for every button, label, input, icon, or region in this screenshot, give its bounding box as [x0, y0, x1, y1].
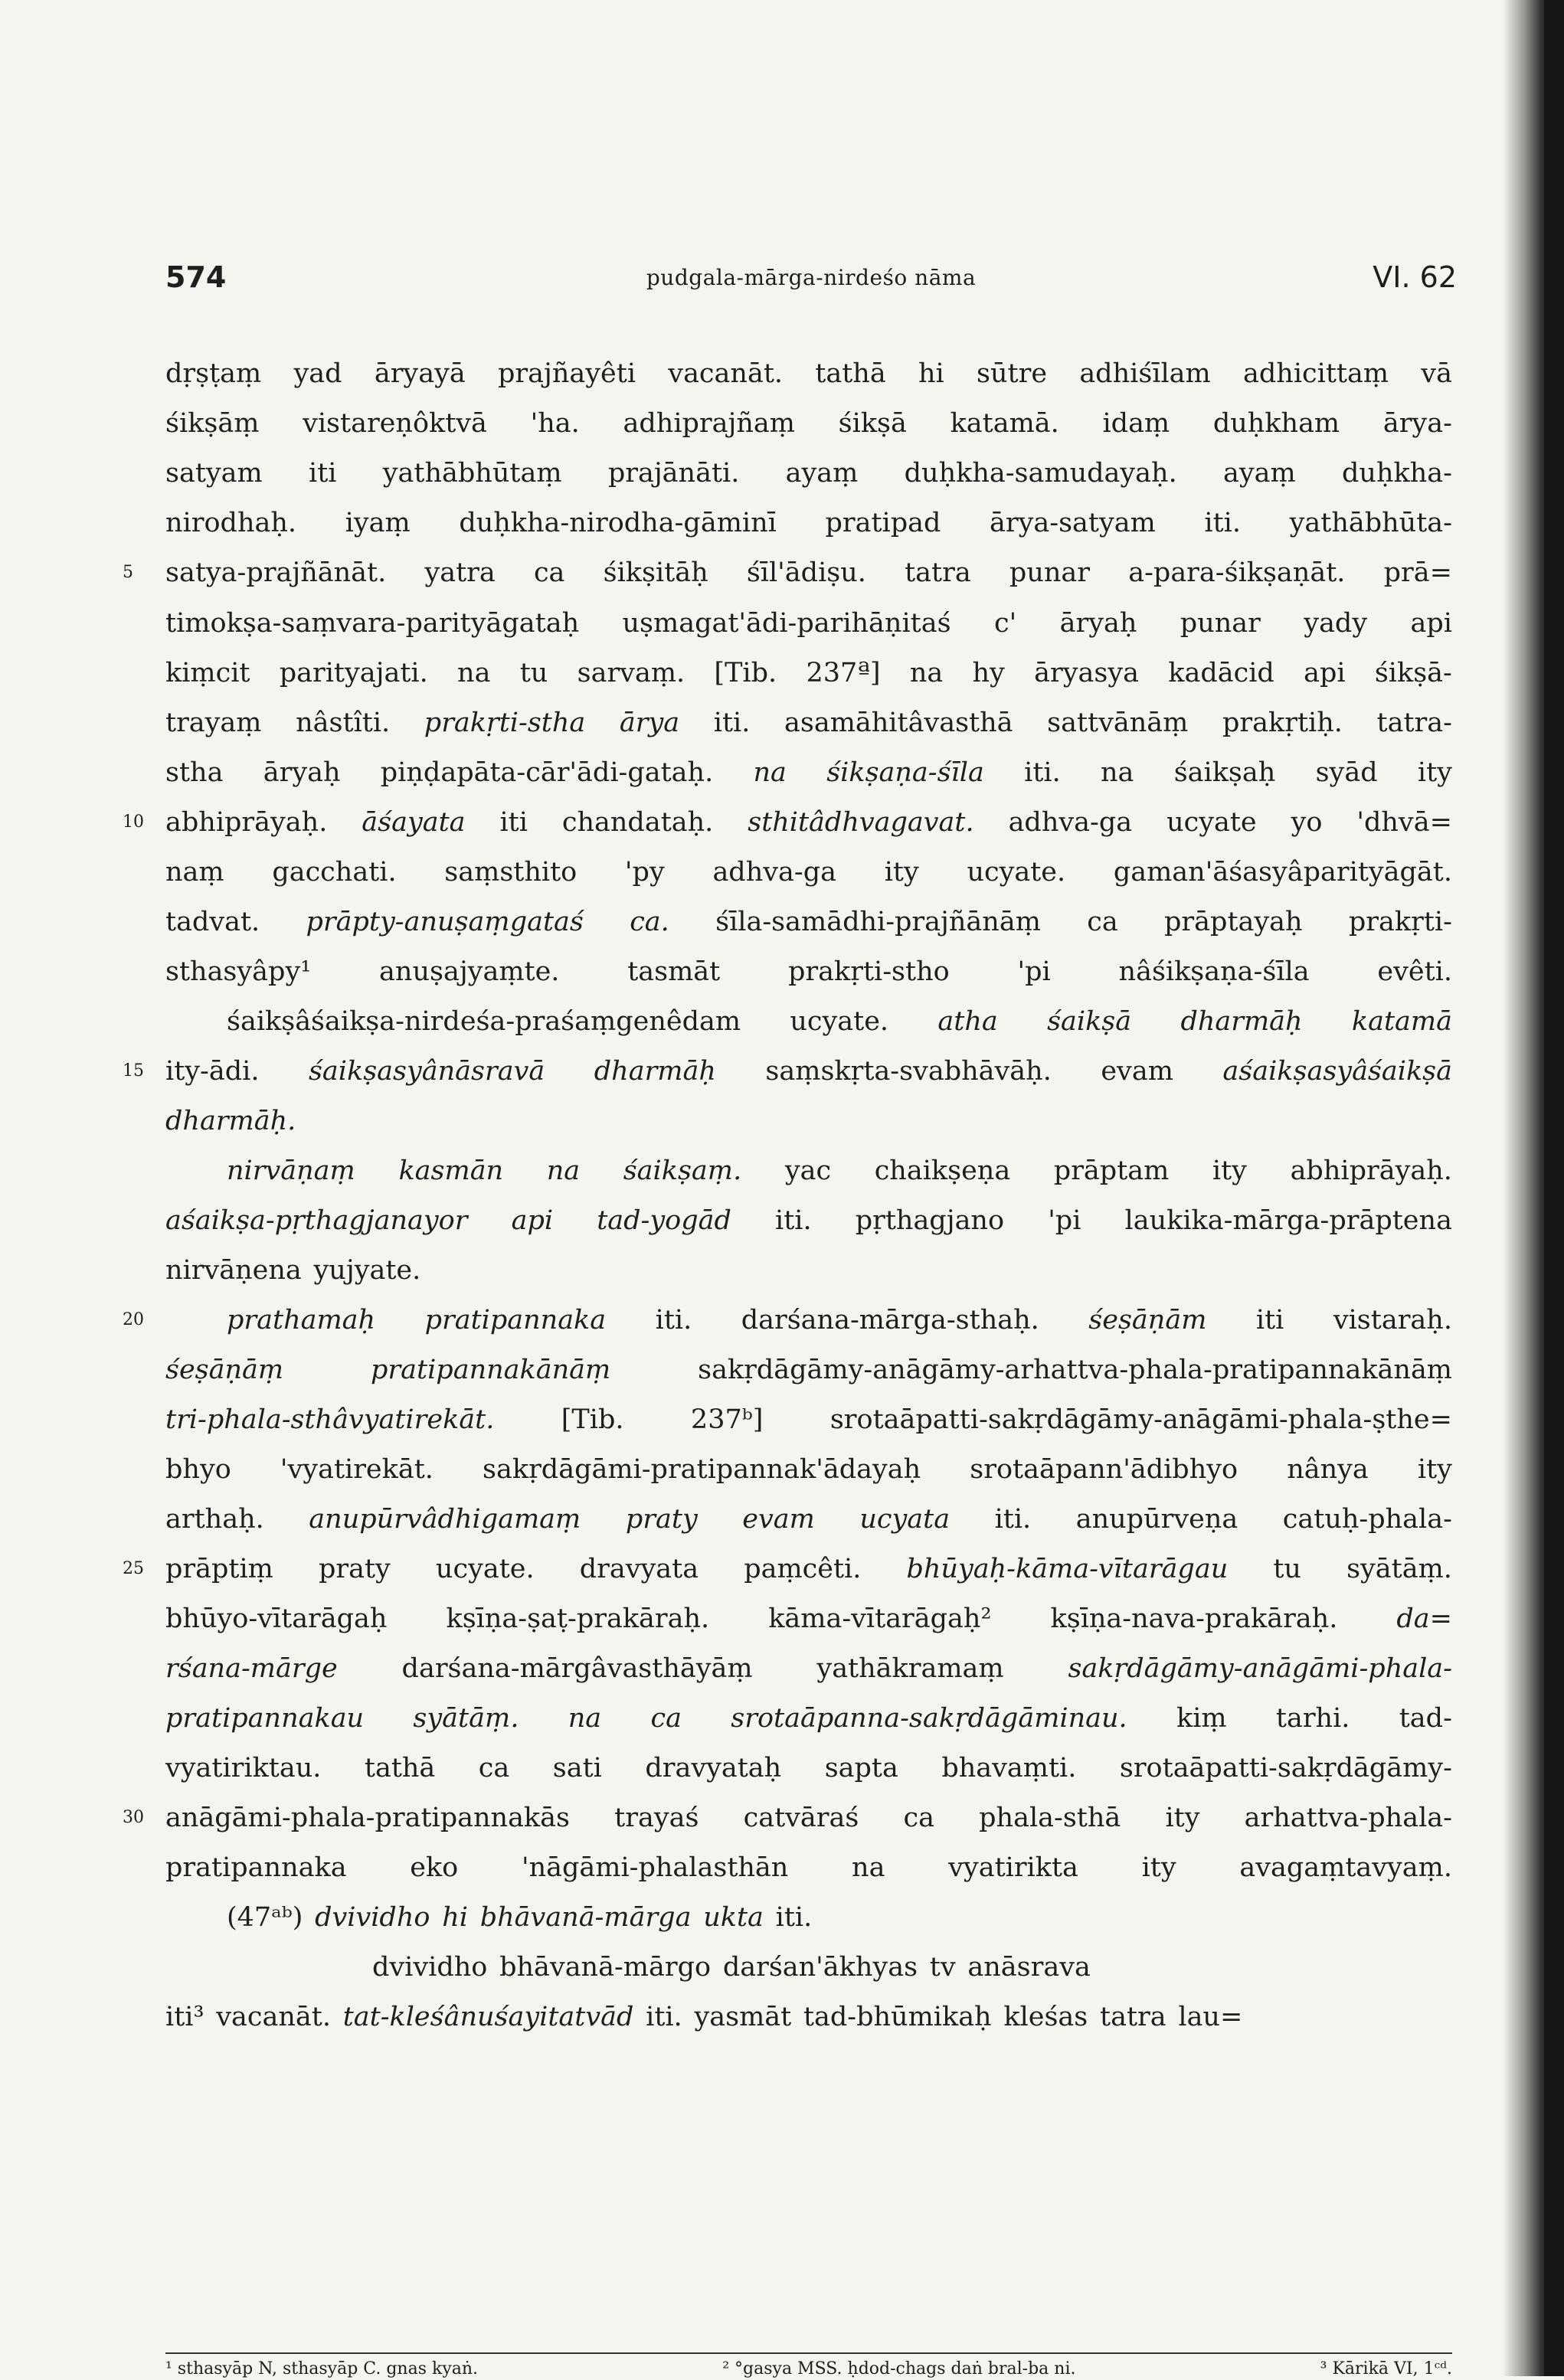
word: śaikṣasyânāsravā	[308, 1056, 545, 1087]
word: 237ª]	[806, 658, 881, 688]
word: kṣīṇa-nava-prakāraḥ.	[1050, 1604, 1338, 1634]
word: kleśas	[1003, 2002, 1088, 2032]
word: srotaāpanna-sakṛdāgāminau.	[731, 1703, 1127, 1734]
word: prāptam	[1053, 1156, 1170, 1186]
word: 'pi	[1017, 956, 1051, 987]
word: kiṃcit	[165, 658, 250, 688]
word: śeṣāṇām	[1088, 1305, 1207, 1335]
word: adhiśīlam	[1079, 358, 1211, 389]
word: trayaṃ	[165, 708, 262, 738]
text-line	[165, 399, 1452, 448]
word: yathābhūta-	[1289, 508, 1452, 538]
word: chandataḥ.	[561, 807, 714, 838]
word: yo	[1291, 807, 1323, 838]
word: adhicittaṃ	[1243, 358, 1389, 389]
word: na	[568, 1703, 602, 1734]
word: nirvāṇaṃ	[227, 1156, 355, 1186]
word: vacanāt.	[668, 358, 784, 389]
text-line	[165, 1047, 1452, 1096]
word: parityajati.	[279, 658, 428, 688]
word: śaikṣâśaikṣa-nirdeśa-praśaṃgenêdam	[227, 1006, 741, 1037]
word: duḥkha-nirodha-gāminī	[459, 508, 777, 538]
word: śaikṣaṃ.	[623, 1156, 742, 1186]
line-number: 10	[123, 812, 144, 832]
word: tad-bhūmikaḥ	[803, 2002, 992, 2032]
word: piṇḍapāta-cār'ādi-gataḥ.	[380, 757, 714, 788]
word: dṛṣṭaṃ	[165, 358, 262, 389]
word: iyaṃ	[345, 508, 411, 538]
word: ity	[1212, 1156, 1247, 1186]
word: na	[1101, 757, 1134, 788]
word: duḥkha-samudayaḥ.	[904, 458, 1177, 489]
word: vistaraḥ.	[1333, 1305, 1452, 1335]
word: tu	[519, 658, 548, 688]
word: darśan'ākhyas	[722, 1952, 918, 1983]
text-line	[227, 1893, 1452, 1942]
word: prāptayaḥ	[1164, 907, 1303, 937]
word: ity	[1417, 757, 1452, 788]
word: c'	[993, 608, 1017, 639]
word: iti.	[655, 1305, 692, 1335]
word: ity	[884, 857, 919, 888]
word: āryaḥ	[1059, 608, 1137, 639]
word: catuḥ-phala-	[1282, 1504, 1452, 1535]
page-header	[165, 260, 1457, 306]
footnote-3: ³ Kārikā VI, 1ᶜᵈ.	[1320, 2359, 1452, 2378]
word: nâśikṣaṇa-śīla	[1118, 956, 1310, 987]
word: chaikṣeṇa	[874, 1156, 1011, 1186]
word: evam	[742, 1504, 815, 1535]
word: kasmān	[398, 1156, 504, 1186]
word: prakṛti-stha	[424, 708, 586, 738]
word: āryasya	[1034, 658, 1139, 688]
word: ucyate.	[790, 1006, 889, 1037]
word: 'ha.	[530, 408, 580, 439]
word: pṛthagjano	[855, 1205, 1005, 1236]
footnote-1: ¹ sthasyāp N, sthasyāp C. gnas kyaṅ.	[165, 2359, 479, 2378]
word: anupūrvâdhigamaṃ	[309, 1504, 581, 1535]
line-number: 30	[123, 1808, 144, 1827]
word: dharmāḥ	[1180, 1006, 1303, 1037]
word: iti	[1255, 1305, 1284, 1335]
word: ucyate.	[435, 1554, 535, 1584]
word: arhattva-phala-	[1244, 1803, 1452, 1833]
word: tathā	[815, 358, 886, 389]
word: yatra	[424, 557, 496, 588]
word: kiṃ	[1176, 1703, 1227, 1734]
word: [Tib.	[561, 1404, 624, 1435]
word: tadvat.	[165, 907, 260, 937]
word: dharmāḥ	[594, 1056, 716, 1087]
word: śikṣā-	[1374, 658, 1452, 688]
word: iti.	[1204, 508, 1241, 538]
text-line	[227, 1296, 1452, 1345]
word: prakṛti-	[1348, 907, 1452, 937]
word: ca	[478, 1753, 510, 1783]
word: atha	[937, 1006, 998, 1037]
word: nirodhaḥ.	[165, 508, 297, 538]
scan-edge-dark	[1544, 0, 1564, 2376]
word: ucyata	[859, 1504, 951, 1535]
word: sattvānāṃ	[1047, 708, 1189, 738]
text-line	[165, 1345, 1452, 1394]
word: ārya	[619, 708, 680, 738]
word: asamāhitâvasthā	[784, 708, 1013, 738]
text-line	[165, 897, 1452, 946]
word: prakṛtiḥ.	[1222, 708, 1343, 738]
word: ca	[903, 1803, 934, 1833]
word: iti.	[713, 708, 751, 738]
word: sati	[552, 1753, 602, 1783]
word: saṃsthito	[444, 857, 578, 888]
word: iti.	[994, 1504, 1032, 1535]
text-line	[165, 1744, 1452, 1793]
word: lau=	[1178, 2002, 1243, 2032]
word: yujyate.	[313, 1255, 421, 1286]
text-line	[165, 698, 1452, 747]
word: timokṣa-saṃvara-parityāgataḥ	[165, 608, 580, 639]
text-line	[165, 947, 1452, 996]
word: sūtre	[977, 358, 1048, 389]
word: vacanāt.	[216, 2002, 331, 2032]
text-line	[165, 1196, 1452, 1245]
text-line	[165, 1694, 1452, 1743]
word: ca	[650, 1703, 682, 1734]
word: vyatiriktau.	[165, 1753, 322, 1783]
word: avagaṃtavyaṃ.	[1239, 1852, 1452, 1883]
text-line	[165, 1097, 1452, 1146]
word: dharmāḥ.	[165, 1106, 296, 1136]
word: evêti.	[1377, 956, 1452, 987]
word: anāgāmi-phala-pratipannakās	[165, 1803, 570, 1833]
word: yathākramaṃ	[816, 1653, 1004, 1684]
word: ca.	[630, 907, 669, 937]
word: yady	[1304, 608, 1368, 639]
word: da=	[1396, 1604, 1452, 1634]
word: yac	[784, 1156, 832, 1186]
word: tad-yogād	[597, 1205, 731, 1236]
word: punar	[1009, 557, 1091, 588]
word: prāpty-anuṣaṃgataś	[306, 907, 584, 937]
word: sapta	[824, 1753, 898, 1783]
word: a-para-śikṣaṇāt.	[1128, 557, 1346, 588]
word: ārya-satyam	[990, 508, 1156, 538]
word: āryayā	[374, 358, 466, 389]
text-line	[165, 349, 1452, 398]
word: ity	[1165, 1803, 1200, 1833]
word: syātāṃ.	[1346, 1554, 1452, 1584]
word: anāsrava	[967, 1952, 1091, 1983]
word: prathamaḥ	[227, 1305, 376, 1335]
text-line	[165, 1644, 1452, 1693]
word: api	[1304, 658, 1346, 688]
word: śikṣitāḥ	[603, 557, 708, 588]
word: dravyata	[579, 1554, 699, 1584]
text-line	[165, 599, 1452, 648]
word: 'pi	[1048, 1205, 1081, 1236]
text-line	[165, 848, 1452, 897]
text-line	[227, 997, 1452, 1046]
text-line	[165, 1246, 1452, 1295]
word: praty	[318, 1554, 391, 1584]
word: bhāvanā-mārgo	[499, 1952, 712, 1983]
word: pratipannakānāṃ	[371, 1355, 611, 1385]
word: catvāraś	[743, 1803, 859, 1833]
word: pratipannaka	[424, 1305, 607, 1335]
word: 237ᵇ]	[690, 1404, 764, 1435]
text-line	[165, 499, 1452, 548]
word: tatra-	[1376, 708, 1452, 738]
word: dvividho	[315, 1902, 430, 1933]
word: kāma-vītarāgaḥ²	[768, 1604, 992, 1634]
word: śikṣāṃ	[165, 408, 260, 439]
text-line	[165, 1445, 1452, 1494]
word: yad	[293, 358, 342, 389]
word: 'vyatirekāt.	[280, 1454, 434, 1485]
word: tu	[1273, 1554, 1301, 1584]
word: vistareṇôktvā	[303, 408, 487, 439]
text-line	[165, 1843, 1452, 1892]
word: 'dhvā=	[1356, 807, 1452, 838]
word: dravyataḥ	[645, 1753, 782, 1783]
word: adhiprajñaṃ	[623, 408, 795, 439]
word: ity-ādi.	[165, 1056, 260, 1087]
word: (47ᵃᵇ)	[227, 1902, 303, 1933]
word: na	[852, 1852, 885, 1883]
word: katamā	[1351, 1006, 1452, 1037]
word: idaṃ	[1102, 408, 1170, 439]
word: prā=	[1383, 557, 1452, 588]
word: yasmāt	[694, 2002, 792, 2032]
word: śeṣāṇāṃ	[165, 1355, 284, 1385]
word: bhūyaḥ-kāma-vītarāgau	[906, 1554, 1229, 1584]
word: śaikṣaḥ	[1173, 757, 1276, 788]
word: anupūrveṇa	[1075, 1504, 1238, 1535]
word: tatra	[905, 557, 971, 588]
word: abhiprāyaḥ.	[1290, 1156, 1452, 1186]
word: nânya	[1287, 1454, 1369, 1485]
word: śikṣaṇa-śīla	[826, 757, 984, 788]
word: prajñayêti	[498, 358, 636, 389]
word: sthasyâpy¹	[165, 956, 312, 987]
word: ca	[1087, 907, 1118, 937]
word: ārya-	[1382, 408, 1452, 439]
word: tathā	[364, 1753, 436, 1783]
word: bhavaṃti.	[941, 1753, 1077, 1783]
word: [Tib.	[714, 658, 777, 688]
word: katamā.	[950, 408, 1059, 439]
word: dvividho	[372, 1952, 488, 1983]
word: syād	[1315, 757, 1378, 788]
word: gaman'āśasyâparityāgāt.	[1113, 857, 1452, 888]
word: nirvāṇena	[165, 1255, 302, 1286]
word: na	[753, 757, 787, 788]
word: tasmāt	[627, 956, 721, 987]
text-line	[165, 449, 1452, 498]
word: adhva-ga	[712, 857, 836, 888]
word: ayaṃ	[785, 458, 859, 489]
word: syātāṃ.	[413, 1703, 519, 1734]
word: aśaikṣa-pṛthagjanayor	[165, 1205, 468, 1236]
word: aśaikṣasyâśaikṣā	[1222, 1056, 1452, 1087]
text-line	[372, 1943, 1452, 1992]
word: adhva-ga	[1008, 807, 1133, 838]
word: bhāvanā-mārga	[479, 1902, 692, 1933]
text-line	[165, 1594, 1452, 1643]
word: ity	[1417, 1454, 1452, 1485]
text-line	[165, 1545, 1452, 1594]
word: duḥkham	[1212, 408, 1340, 439]
footnote-2: ² °gasya MSS. ḥdod-chags daṅ bral-ba ni.	[722, 2359, 1076, 2378]
word: tatra	[1100, 2002, 1166, 2032]
line-number: 5	[123, 563, 133, 582]
word: āryaḥ	[263, 757, 341, 788]
word: bhyo	[165, 1454, 231, 1485]
word: darśana-mārga-sthaḥ.	[741, 1305, 1039, 1335]
word: ucyate	[1166, 807, 1257, 838]
word: sakṛdāgāmy-anāgāmy-arhattva-phala-pratipannakānāṃ	[698, 1355, 1452, 1385]
word: iti.	[775, 1205, 812, 1236]
word: śīla-samādhi-prajñānāṃ	[715, 907, 1041, 937]
running-title: pudgala-mārga-nirdeśo nāma	[646, 265, 977, 290]
word: arthaḥ.	[165, 1504, 264, 1535]
word: 'py	[624, 857, 665, 888]
word: srotaāpatti-sakṛdāgāmy-anāgāmi-phala-ṣthe=	[829, 1404, 1452, 1435]
word: nâstîti.	[296, 708, 391, 738]
word: prajānāti.	[607, 458, 740, 489]
word: gacchati.	[272, 857, 397, 888]
word: naṃ	[165, 857, 224, 888]
word: laukika-mārga-prāptena	[1124, 1205, 1452, 1236]
word: yathābhūtaṃ	[382, 458, 562, 489]
word: iti.	[646, 2002, 682, 2032]
word: ucyate.	[967, 857, 1066, 888]
text-line	[165, 748, 1452, 797]
word: hi	[918, 358, 944, 389]
word: prāptiṃ	[165, 1554, 273, 1584]
word: bhūyo-vītarāgaḥ	[165, 1604, 388, 1634]
word: iti.	[775, 1902, 813, 1933]
word: iti	[309, 458, 337, 489]
word: pratipad	[825, 508, 941, 538]
footnote-rule	[165, 2352, 1452, 2354]
word: śīl'ādiṣu.	[746, 557, 866, 588]
text-line	[165, 1395, 1452, 1444]
word: stha	[165, 757, 224, 788]
word: kadācid	[1168, 658, 1274, 688]
word: uṣmagat'ādi-parihāṇitaś	[622, 608, 951, 639]
word: praty	[625, 1504, 698, 1535]
word: api	[1410, 608, 1452, 639]
word: iti	[499, 807, 528, 838]
word: sakṛdāgāmy-anāgāmi-phala-	[1068, 1653, 1452, 1684]
word: sarvaṃ.	[577, 658, 685, 688]
line-number: 25	[123, 1559, 144, 1578]
word: ca	[533, 557, 565, 588]
line-number: 15	[123, 1061, 144, 1080]
text-line	[165, 649, 1452, 698]
word: darśana-mārgâvasthāyāṃ	[401, 1653, 753, 1684]
word: pratipannakau	[165, 1703, 365, 1734]
page-number: 574	[165, 260, 227, 294]
section-number: VI. 62	[1373, 260, 1457, 294]
word: srotaāpann'ādibhyo	[970, 1454, 1238, 1485]
word: abhiprāyaḥ.	[165, 807, 328, 838]
word: ukta	[703, 1902, 764, 1933]
word: tad-	[1399, 1703, 1452, 1734]
text-line	[165, 548, 1452, 597]
word: saṃskṛta-svabhāvāḥ.	[765, 1056, 1052, 1087]
word: phala-sthā	[979, 1803, 1121, 1833]
word: eko	[410, 1852, 459, 1883]
word: vā	[1421, 358, 1452, 389]
word: prakṛti-stho	[788, 956, 950, 987]
word: tarhi.	[1275, 1703, 1350, 1734]
word: satya-prajñānāt.	[165, 557, 387, 588]
word: kṣīṇa-ṣaṭ-prakāraḥ.	[446, 1604, 710, 1634]
word: ity	[1141, 1852, 1176, 1883]
word: paṃcêti.	[744, 1554, 862, 1584]
word: sakṛdāgāmi-pratipannak'ādayaḥ	[483, 1454, 921, 1485]
word: punar	[1180, 608, 1261, 639]
word: satyam	[165, 458, 263, 489]
footnotes	[165, 2359, 1452, 2380]
word: tri-phala-sthâvyatirekāt.	[165, 1404, 495, 1435]
word: ayaṃ	[1223, 458, 1296, 489]
word: śikṣā	[838, 408, 907, 439]
word: sthitâdhvagavat.	[748, 807, 974, 838]
text-line	[165, 1993, 1452, 2042]
word: na	[909, 658, 944, 688]
word: api	[511, 1205, 554, 1236]
text-line	[227, 1146, 1452, 1195]
word: pratipannaka	[165, 1852, 347, 1883]
word: tv	[929, 1952, 956, 1983]
word: 'nāgāmi-phalasthān	[521, 1852, 789, 1883]
word: duḥkha-	[1342, 458, 1452, 489]
text-line	[165, 1793, 1452, 1842]
word: rśana-mārge	[165, 1653, 338, 1684]
word: āśayata	[362, 807, 466, 838]
word: iti.	[1024, 757, 1061, 788]
word: iti³	[165, 2002, 204, 2032]
line-number: 20	[123, 1310, 144, 1329]
text-line	[165, 798, 1452, 847]
text-line	[165, 1495, 1452, 1544]
word: na	[457, 658, 491, 688]
word: na	[546, 1156, 581, 1186]
word: srotaāpatti-sakṛdāgāmy-	[1119, 1753, 1452, 1783]
word: hi	[442, 1902, 468, 1933]
word: śaikṣā	[1047, 1006, 1132, 1037]
word: tat-kleśânuśayitatvād	[342, 2002, 634, 2032]
word: vyatirikta	[948, 1852, 1078, 1883]
word: trayaś	[614, 1803, 699, 1833]
word: evam	[1101, 1056, 1173, 1087]
word: anuṣajyaṃte.	[379, 956, 560, 987]
word: hy	[972, 658, 1005, 688]
